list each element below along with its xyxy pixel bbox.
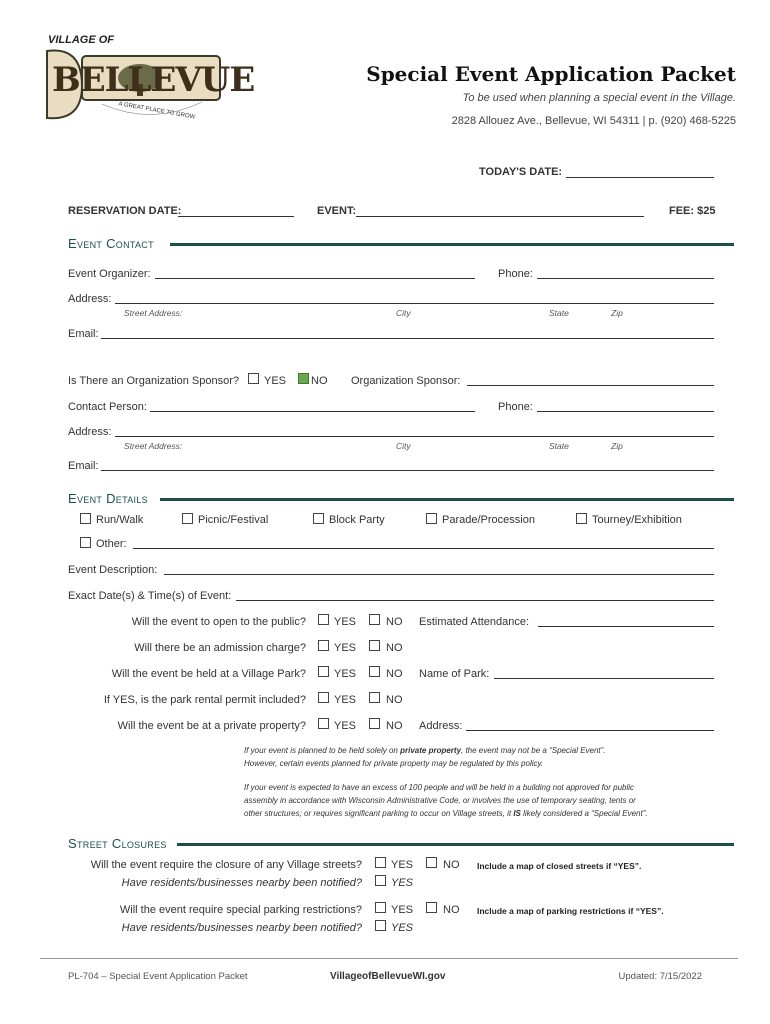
permit-no-checkbox[interactable] (369, 692, 380, 703)
phone-2-field[interactable] (537, 411, 714, 412)
park-no-label: NO (386, 668, 403, 680)
note2-part-a: If your event is expected to have an excess of 100 people and will be held in a building not approved for public (244, 783, 635, 792)
description-label: Event Description: (68, 564, 158, 576)
question-public: Will the event to open to the public? (131, 616, 306, 628)
address-label: Address: (68, 293, 112, 305)
question-admission: Will there be an admission charge? (134, 642, 306, 654)
logo-main-text: BELLEVUE (52, 60, 255, 100)
todays-date-field[interactable] (566, 177, 714, 178)
type-runwalk-checkbox[interactable] (80, 513, 91, 524)
closure-notified-yes-label: YES (391, 877, 414, 889)
address-field[interactable] (115, 303, 714, 304)
private-no-checkbox[interactable] (369, 718, 380, 729)
permit-no-label: NO (386, 694, 403, 706)
type-other-label: Other: (96, 538, 127, 550)
sponsor-no-checkbox[interactable] (298, 373, 309, 384)
dates-label: Exact Date(s) & Time(s) of Event: (68, 590, 232, 602)
type-other-field[interactable] (133, 548, 714, 549)
fee-label: FEE: $25 (669, 205, 716, 217)
event-field[interactable] (356, 216, 644, 217)
footer-divider (40, 958, 738, 959)
note2-part-c: other structures; or requires significant parking to occur on Village streets, it (244, 809, 514, 818)
organizer-field[interactable] (155, 278, 475, 279)
address-2-label: Address: (68, 426, 112, 438)
type-parade-label: Parade/Procession (442, 514, 535, 526)
private-yes-label: YES (334, 720, 357, 732)
parking-notified-yes-label: YES (391, 922, 414, 934)
question-permit: If YES, is the park rental permit included? (103, 694, 306, 706)
closure-no-label: NO (443, 859, 460, 871)
street-closures-heading: Street Closures (68, 836, 167, 851)
parking-no-checkbox[interactable] (426, 902, 437, 913)
note1-part-d: However, certain events planned for private property may be regulated by this policy. (244, 759, 544, 768)
section-divider (170, 243, 734, 246)
type-tourney-label: Tourney/Exhibition (592, 514, 682, 526)
section-divider (177, 843, 734, 846)
admission-yes-label: YES (334, 642, 357, 654)
city-sublabel: City (396, 308, 411, 318)
city-2-sublabel: City (396, 441, 411, 451)
todays-date-label: TODAY'S DATE: (479, 166, 563, 178)
closure-no-checkbox[interactable] (426, 857, 437, 868)
closure-question: Will the event require the closure of any Village streets? (90, 859, 362, 871)
private-yes-checkbox[interactable] (318, 718, 329, 729)
permit-yes-checkbox[interactable] (318, 692, 329, 703)
note1-part-b: private property (400, 746, 462, 755)
header-subtitle: To be used when planning a special event in the Village. (462, 92, 736, 104)
closure-map-note: Include a map of closed streets if “YES”. (477, 861, 642, 871)
public-no-label: NO (386, 616, 403, 628)
note1-part-c: , the event may not be a “Special Event”. (461, 746, 606, 755)
logo-tagline: A GREAT PLACE TO GROW (118, 101, 196, 121)
note2-part-e: likely considered a “Special Event”. (520, 809, 648, 818)
park-yes-label: YES (334, 668, 357, 680)
type-picnic-checkbox[interactable] (182, 513, 193, 524)
sponsor-field[interactable] (467, 385, 714, 386)
street-2-sublabel: Street Address: (124, 441, 183, 451)
type-picnic-label: Picnic/Festival (198, 514, 269, 526)
type-runwalk-label: Run/Walk (96, 514, 144, 526)
parking-notified-yes-checkbox[interactable] (375, 920, 386, 931)
zip-sublabel: Zip (611, 308, 623, 318)
permit-yes-label: YES (334, 694, 357, 706)
village-logo (42, 34, 255, 124)
attendance-label: Estimated Attendance: (419, 616, 530, 628)
sponsor-yes-label: YES (264, 375, 287, 387)
organizer-label: Event Organizer: (68, 268, 151, 280)
email-label: Email: (68, 328, 99, 340)
type-blockparty-label: Block Party (329, 514, 385, 526)
parking-question: Will the event require special parking restrictions? (119, 904, 362, 916)
question-private: Will the event be at a private property? (117, 720, 306, 732)
type-other-checkbox[interactable] (80, 537, 91, 548)
email-2-field[interactable] (101, 470, 714, 471)
closure-yes-label: YES (391, 859, 414, 871)
question-park: Will the event be held at a Village Park? (111, 668, 306, 680)
parking-yes-checkbox[interactable] (375, 902, 386, 913)
parking-no-label: NO (443, 904, 460, 916)
type-parade-checkbox[interactable] (426, 513, 437, 524)
closure-notified-yes-checkbox[interactable] (375, 875, 386, 886)
public-yes-checkbox[interactable] (318, 614, 329, 625)
event-label: EVENT: (317, 205, 357, 217)
footer-updated: Updated: 7/15/2022 (618, 971, 702, 982)
contact-person-field[interactable] (150, 411, 475, 412)
contact-person-label: Contact Person: (68, 401, 147, 413)
state-sublabel: State (549, 308, 569, 318)
sponsor-no-label: NO (311, 375, 328, 387)
note2-part-b: assembly in accordance with Wisconsin Administrative Code, or involves the use of temporary seating, tents or (244, 796, 636, 805)
parking-notified-question: Have residents/businesses nearby been notified? (121, 922, 362, 934)
attendance-field[interactable] (538, 626, 714, 627)
admission-no-label: NO (386, 642, 403, 654)
state-2-sublabel: State (549, 441, 569, 451)
public-no-checkbox[interactable] (369, 614, 380, 625)
admission-no-checkbox[interactable] (369, 640, 380, 651)
dates-field[interactable] (236, 600, 714, 601)
phone-field[interactable] (537, 278, 714, 279)
logo-top-text: VILLAGE OF (48, 34, 114, 46)
description-field[interactable] (164, 574, 714, 575)
reservation-date-label: RESERVATION DATE: (68, 205, 182, 217)
section-divider (160, 498, 734, 501)
event-contact-heading: Event Contact (68, 236, 154, 251)
private-property-note (244, 744, 724, 770)
private-no-label: NO (386, 720, 403, 732)
park-name-field[interactable] (494, 678, 714, 679)
phone-2-label: Phone: (498, 401, 533, 413)
sponsor-question: Is There an Organization Sponsor? (68, 375, 240, 387)
private-address-label: Address: (419, 720, 463, 732)
parking-yes-label: YES (391, 904, 414, 916)
page-title: Special Event Application Packet (366, 62, 736, 86)
park-yes-checkbox[interactable] (318, 666, 329, 677)
event-details-heading: Event Details (68, 491, 148, 506)
type-blockparty-checkbox[interactable] (313, 513, 324, 524)
park-name-label: Name of Park: (419, 668, 490, 680)
closure-yes-checkbox[interactable] (375, 857, 386, 868)
email-field[interactable] (101, 338, 714, 339)
email-2-label: Email: (68, 460, 99, 472)
admission-yes-checkbox[interactable] (318, 640, 329, 651)
phone-label: Phone: (498, 268, 533, 280)
note1-part-a: If your event is planned to be held solely on (244, 746, 401, 755)
note2-part-d: IS (513, 809, 521, 818)
footer-form-id: PL-704 – Special Event Application Packet (68, 971, 248, 982)
sponsor-label: Organization Sponsor: (351, 375, 461, 387)
footer-website[interactable]: VillageofBellevueWI.gov (330, 971, 446, 982)
type-tourney-checkbox[interactable] (576, 513, 587, 524)
public-yes-label: YES (334, 616, 357, 628)
header-address: 2828 Allouez Ave., Bellevue, WI 54311 | p. (920) 468-5225 (451, 115, 736, 127)
special-event-note (244, 781, 724, 820)
park-no-checkbox[interactable] (369, 666, 380, 677)
private-address-field[interactable] (466, 730, 714, 731)
street-sublabel: Street Address: (124, 308, 183, 318)
reservation-date-field[interactable] (178, 216, 294, 217)
closure-notified-question: Have residents/businesses nearby been notified? (121, 877, 362, 889)
parking-map-note: Include a map of parking restrictions if “YES”. (477, 906, 664, 916)
zip-2-sublabel: Zip (611, 441, 623, 451)
sponsor-yes-checkbox[interactable] (248, 373, 259, 384)
address-2-field[interactable] (115, 436, 714, 437)
